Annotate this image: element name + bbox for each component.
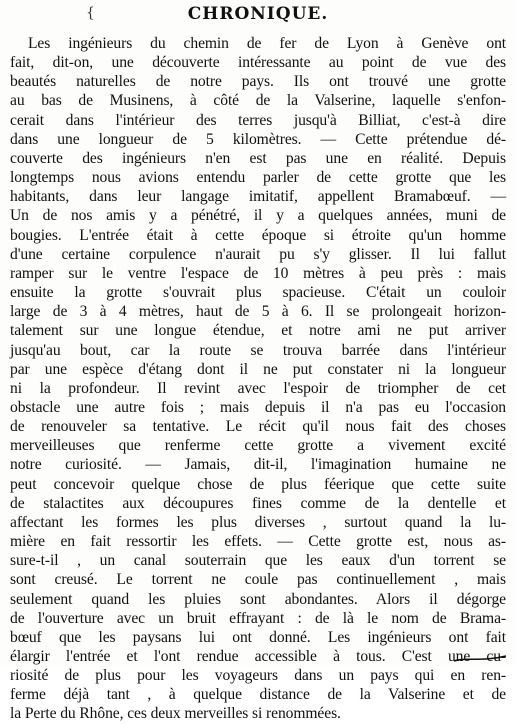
page-title: CHRONIQUE.	[187, 4, 329, 24]
text-line: fait, dit-on, une découverte intéressante au point de vue des	[10, 54, 506, 72]
text-line: longtemps nous avions entendu parler de cette grotte que les	[10, 169, 506, 187]
text-line: cerait dans l'intérieur des terres jusqu'à Billiat, c'est-à dire	[10, 111, 506, 129]
text-line: obstacle une autre fois ; mais depuis il n'a pas eu l'occasion	[10, 398, 506, 416]
text-line: élargir l'entrée et l'ont rendue accessible à tous. C'est une cu-	[10, 648, 506, 665]
text-line: affectant les formes les plus diverses , surtout quand la lu-	[10, 513, 506, 531]
end-flourish-icon	[452, 655, 508, 663]
text-line: large de 3 à 4 mètres, haut de 5 à 6. Il se prolongeait horizon-	[10, 303, 506, 321]
text-line: bougies. L'entrée était à cette époque si étroite qu'un homme	[10, 226, 506, 244]
text-line: Un de nos amis y a pénétré, il y a quelques années, muni de	[10, 207, 506, 225]
text-line: couverte des ingénieurs n'en est pas une en réalité. Depuis	[10, 149, 506, 167]
text-line: Les ingénieurs du chemin de fer de Lyon à Genève ont	[28, 35, 506, 52]
text-line: par une espèce d'étang dont il ne put constater ni la longueur	[10, 360, 506, 378]
text-line: ni la profondeur. Il revint avec l'espoir de triompher de cet	[10, 379, 506, 397]
text-line: d'une certaine corpulence n'aurait pu s'y glisser. Il lui fallut	[10, 245, 506, 263]
text-line: peut concevoir quelque chose de plus féerique que cette suite	[10, 475, 506, 493]
text-line: habitants, dans leur langage imitatif, appellent Bramabœuf. —	[10, 188, 506, 206]
text-line: merveilleuses que renferme cette grotte a vivement excité	[10, 437, 506, 455]
text-line: bœuf que les paysans lui ont donné. Les ingénieurs ont fait	[10, 628, 506, 646]
article-body	[10, 34, 506, 724]
text-line: sont creusé. Le torrent ne coule pas continuellement , mais	[10, 571, 506, 589]
text-line: seulement quand les pluies sont abondantes. Alors il dégorge	[10, 590, 506, 608]
text-line: beautés naturelles de notre pays. Ils ont trouvé une grotte	[10, 73, 506, 91]
text-line: la Perte du Rhône, ces deux merveilles si renommées.	[10, 705, 341, 723]
title-mark: {	[86, 5, 95, 21]
text-line: riosité de plus pour les voyageurs dans un pays qui en ren-	[10, 667, 506, 685]
text-line: ramper sur le ventre l'espace de 10 mètres à peu près : mais	[10, 264, 506, 282]
text-line: dans une longueur de 5 kilomètres. — Cette prétendue dé-	[10, 130, 506, 148]
text-line: ferme déjà tant , à quelque distance de la Valserine et de	[10, 686, 506, 704]
text-line: talement sur une longue étendue, et notre ami ne put arriver	[10, 322, 506, 340]
text-line: de renouveler sa tentative. Le récit qu'il nous fait des choses	[10, 418, 506, 436]
text-line: notre curiosité. — Jamais, dit-il, l'imagination humaine ne	[10, 456, 506, 474]
text-line: sure-t-il , un canal souterrain que les eaux d'un torrent se	[10, 552, 506, 570]
text-line: jusqu'au bout, car la route se trouva barrée dans l'intérieur	[10, 341, 506, 359]
text-line: mière en fait ressortir les effets. — Cette grotte est, nous as-	[10, 533, 506, 551]
text-line: au bas de Musinens, à côté de la Valserine, laquelle s'enfon-	[10, 92, 506, 110]
text-line: ensuite la grotte s'ouvrait plus spacieuse. C'était un couloir	[10, 284, 506, 302]
text-line: de l'ouverture avec un bruit effrayant : de là le nom de Brama-	[10, 609, 506, 627]
text-line: de stalactites aux découpures fines comme de la dentelle et	[10, 494, 506, 512]
